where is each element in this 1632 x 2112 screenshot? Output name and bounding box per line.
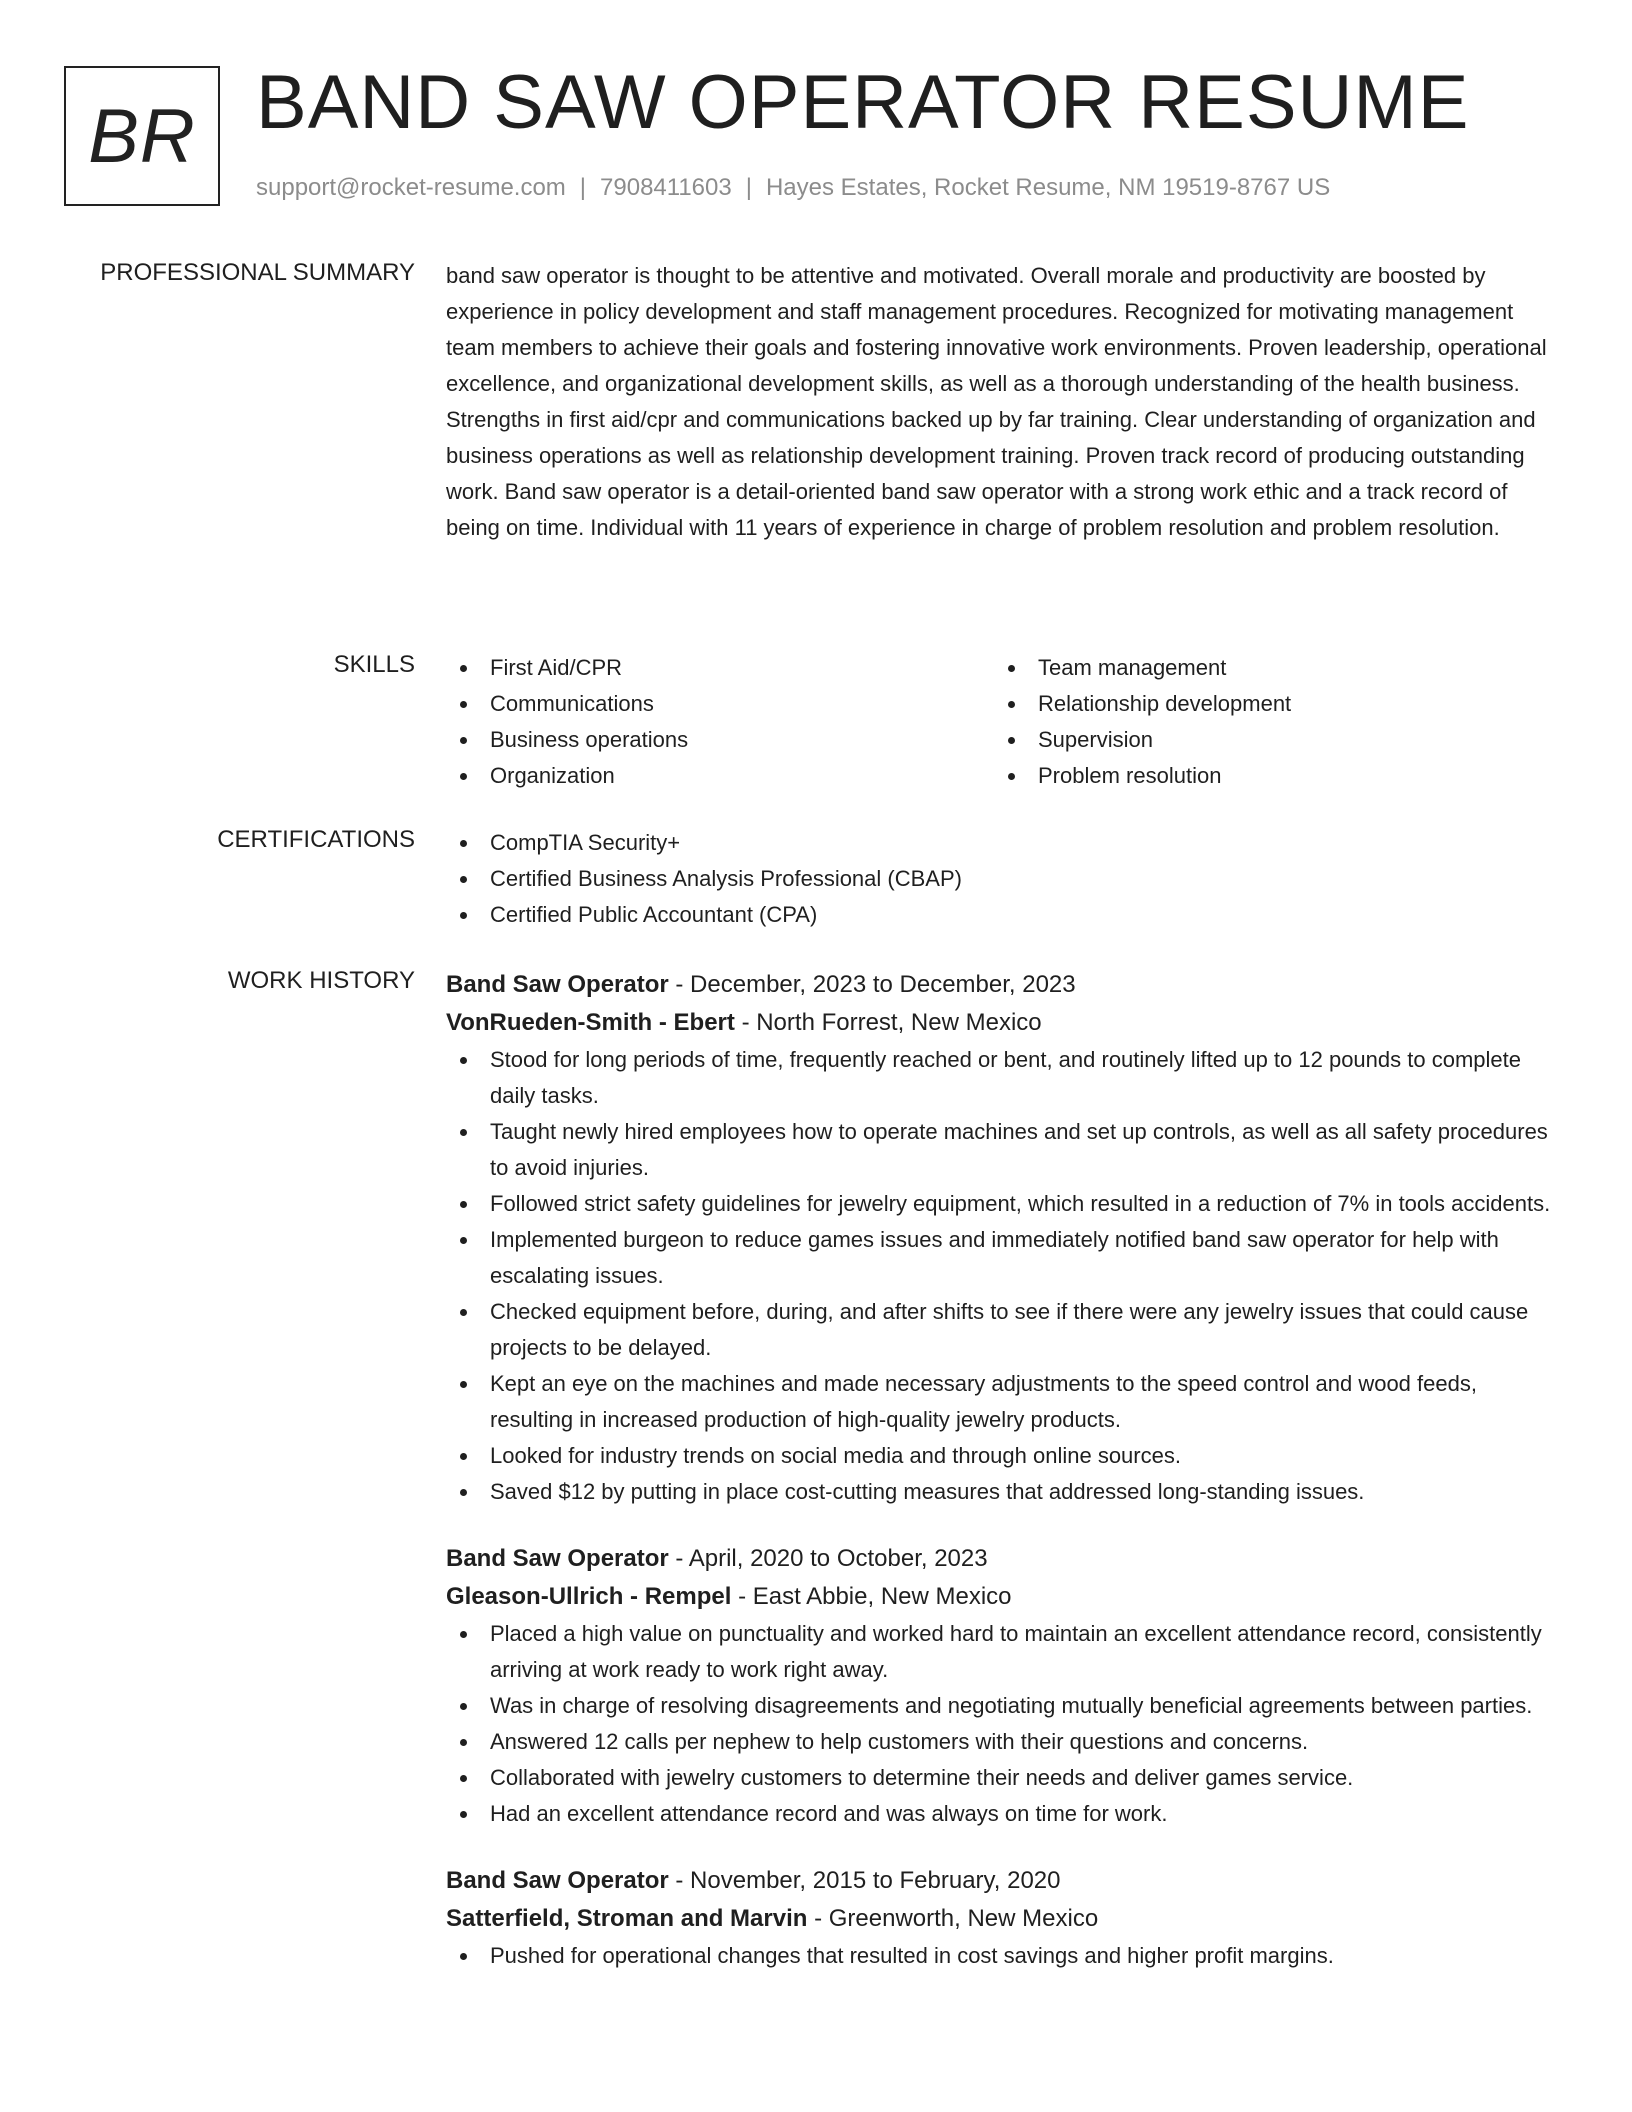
job-title-line [446,1862,1556,1900]
job-entry [446,1862,1556,1974]
skills-list-left [446,650,994,794]
job-duties-list [446,1042,1556,1510]
contact-email[interactable]: support@rocket-resume.com [256,174,566,201]
job-dates: - April, 2020 to October, 2023 [675,1545,988,1572]
contact-phone[interactable]: 7908411603 [600,174,732,201]
job-location: - North Forrest, New Mexico [741,1009,1042,1036]
job-duty: Implemented burgeon to reduce games issues and immediately notified band saw operator for help with escalating issues. [446,1222,1556,1294]
contact-line [256,174,1330,202]
job-duties-list [446,1616,1556,1832]
summary-text: band saw operator is thought to be attentive and motivated. Overall morale and productivity are boosted by experience in policy development and staff management procedures. Recognized for motivating management team members to achieve their goals and fostering innovative work environments. Proven leadership, operational excellence, and organizational development skills, as well as a thorough understanding of the health business. Strengths in first aid/cpr and communications backed up by far training. Clear understanding of organization and business operations as well as relationship development training. Proven track record of producing outstanding work. Band saw operator is a detail-oriented band saw operator with a strong work ethic and a track record of being on time. Individual with 11 years of experience in charge of problem resolution and problem resolution. [446,263,1547,540]
contact-separator: | [745,174,752,201]
job-dates: - December, 2023 to December, 2023 [675,971,1076,998]
skill-item: Problem resolution [994,758,1542,794]
job-duty: Pushed for operational changes that resulted in cost savings and higher profit margins. [446,1938,1556,1974]
certification-item: CompTIA Security+ [446,825,1556,861]
skill-item: First Aid/CPR [446,650,994,686]
job-title: Band Saw Operator [446,1867,669,1894]
monogram-badge [64,66,220,206]
certifications-body [446,825,1556,933]
monogram-initials: BR [88,93,196,179]
job-title: Band Saw Operator [446,1545,669,1572]
section-label-skills: SKILLS [333,651,415,678]
job-title-line [446,966,1556,1004]
job-company: Satterfield, Stroman and Marvin [446,1905,808,1932]
job-duty: Kept an eye on the machines and made necessary adjustments to the speed control and wood feeds, resulting in increased production of high-quality jewelry products. [446,1366,1556,1438]
skill-item: Supervision [994,722,1542,758]
job-company: VonRueden-Smith - Ebert [446,1009,735,1036]
job-duty: Was in charge of resolving disagreements and negotiating mutually beneficial agreements between parties. [446,1688,1556,1724]
certification-item: Certified Business Analysis Professional (CBAP) [446,861,1556,897]
job-duty: Stood for long periods of time, frequently reached or bent, and routinely lifted up to 12 pounds to complete daily tasks. [446,1042,1556,1114]
job-company: Gleason-Ullrich - Rempel [446,1583,732,1610]
job-location: - Greenworth, New Mexico [814,1905,1099,1932]
job-title-line [446,1540,1556,1578]
job-duty: Answered 12 calls per nephew to help customers with their questions and concerns. [446,1724,1556,1760]
skill-item: Organization [446,758,994,794]
section-label-certifications: CERTIFICATIONS [217,826,415,853]
resume-title: BAND SAW OPERATOR RESUME [256,60,1470,145]
job-title: Band Saw Operator [446,971,669,998]
job-entry [446,1540,1556,1832]
job-duty: Collaborated with jewelry customers to determine their needs and deliver games service. [446,1760,1556,1796]
certifications-list [446,825,1556,933]
job-company-line [446,1900,1556,1938]
skill-item: Communications [446,686,994,722]
contact-address: Hayes Estates, Rocket Resume, NM 19519-8767 US [765,174,1331,201]
skills-list-right [994,650,1542,794]
job-location: - East Abbie, New Mexico [738,1583,1012,1610]
section-label-work-history: WORK HISTORY [227,967,415,994]
job-company-line [446,1004,1556,1042]
job-duty: Saved $12 by putting in place cost-cutting measures that addressed long-standing issues. [446,1474,1556,1510]
job-duty: Followed strict safety guidelines for jewelry equipment, which resulted in a reduction of 7% in tools accidents. [446,1186,1556,1222]
skills-grid [446,650,1556,794]
job-duty: Looked for industry trends on social media and through online sources. [446,1438,1556,1474]
contact-separator: | [579,174,587,201]
section-label-summary: PROFESSIONAL SUMMARY [100,259,415,286]
job-duties-list [446,1938,1556,1974]
skill-item: Business operations [446,722,994,758]
work-history-body [446,966,1556,1974]
job-duty: Taught newly hired employees how to operate machines and set up controls, as well as all safety procedures to avoid injuries. [446,1114,1556,1186]
job-dates: - November, 2015 to February, 2020 [675,1867,1061,1894]
job-company-line [446,1578,1556,1616]
job-entry [446,966,1556,1510]
job-duty: Had an excellent attendance record and was always on time for work. [446,1796,1556,1832]
skill-item: Team management [994,650,1542,686]
job-duty: Placed a high value on punctuality and worked hard to maintain an excellent attendance record, consistently arriving at work ready to work right away. [446,1616,1556,1688]
job-duty: Checked equipment before, during, and after shifts to see if there were any jewelry issues that could cause projects to be delayed. [446,1294,1556,1366]
skill-item: Relationship development [994,686,1542,722]
certification-item: Certified Public Accountant (CPA) [446,897,1556,933]
